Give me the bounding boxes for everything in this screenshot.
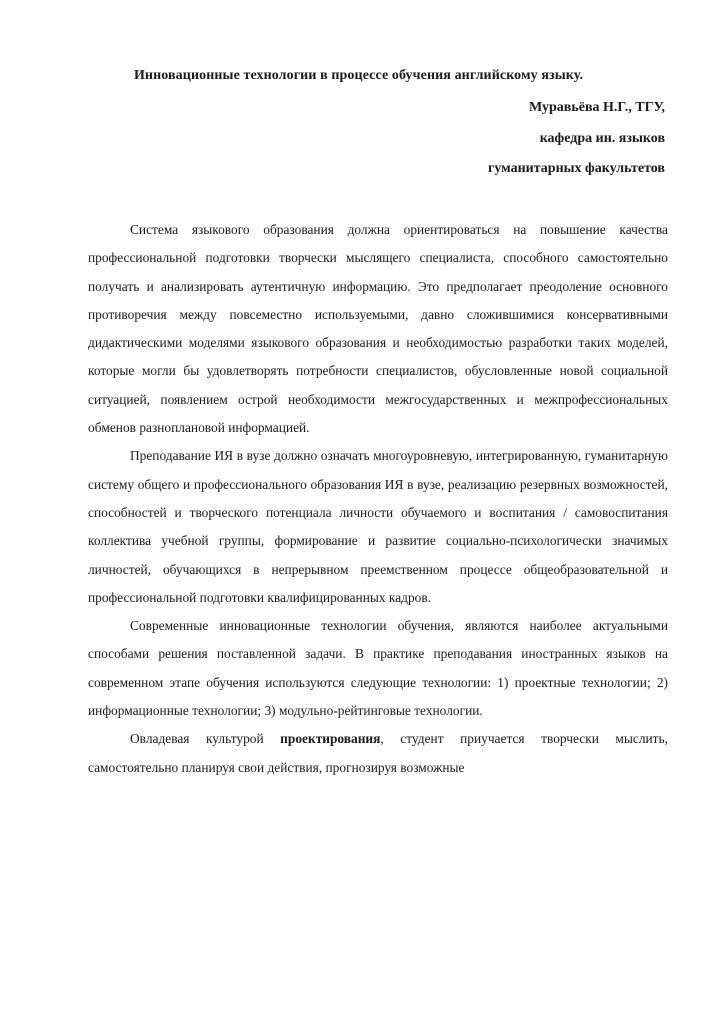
- paragraph-2: Преподавание ИЯ в вузе должно означать многоуровневую, интегрированную, гуманитарную систему общего и профессионального образования ИЯ в вузе, реализацию резервных возможностей, способностей и творческого потенциала личности обучаемого и воспитания / самовоспитания коллектива учебной группы, формирование и развитие социально-психологически значимых личностей, обучающихся в непрерывном преемственном процессе общеобразовательной и профессиональной подготовки квалифицированных кадров.: [88, 448, 668, 605]
- document-body: [88, 216, 668, 782]
- paragraph-3: Современные инновационные технологии обучения, являются наиболее актуальными способами решения поставленной задачи. В практике преподавания иностранных языков на современном этапе обучения используются следующие технологии: 1) проектные технологии; 2) информационные технологии; 3) модульно-рейтинговые технологии.: [88, 618, 668, 719]
- paragraph-4: [88, 725, 668, 782]
- author-faculty: гуманитарных факультетов: [487, 161, 665, 176]
- paragraph-1: Система языкового образования должна ориентироваться на повышение качества профессиональной подготовки творчески мыслящего специалиста, способного самостоятельно получать и анализировать аутентичную информацию. Это предполагает преодоление основного противоречия между повсеместно используемыми, давно сложившимися консервативными дидактическими моделями языкового образования и необходимостью разработки таких моделей, которые могли бы удовлетворять потребности специалистов, обусловленные новой социальной ситуацией, появлением острой необходимости межгосударственных и межпрофессиональных обменов разноплановой информацией.: [88, 222, 668, 436]
- author-department: кафедра ин. языков: [539, 131, 665, 146]
- author-name: Муравьёва Н.Г., ТГУ,: [528, 100, 665, 115]
- paragraph-4-rest: , студент приучается творчески мыслить, самостоятельно планируя свои действия, прогнозируя возможные: [88, 731, 668, 775]
- paragraph-4-emphasis: проектирования: [280, 731, 381, 747]
- paragraph-4-lead: Овладевая культурой: [130, 731, 281, 747]
- document-title: Инновационные технологии в процессе обучения английскому языку.: [133, 68, 584, 83]
